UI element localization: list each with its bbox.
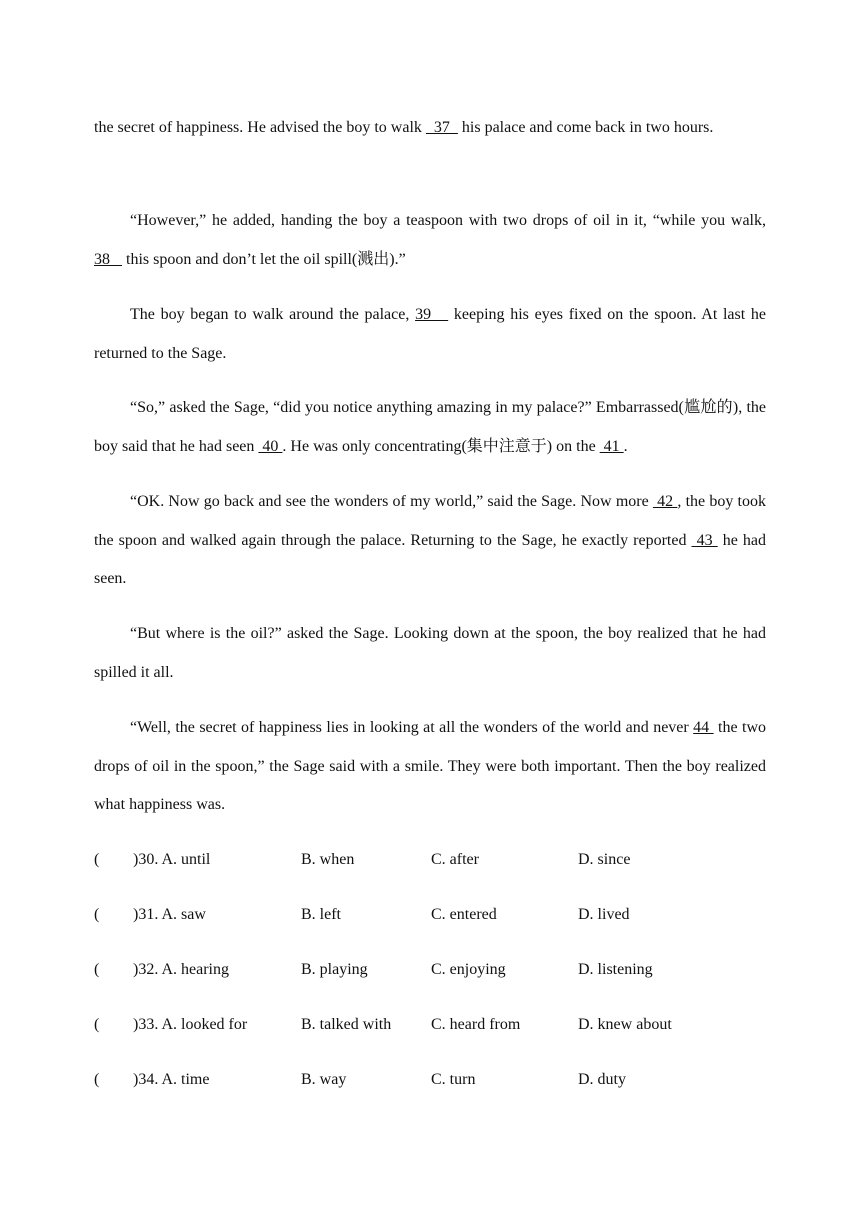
answer-bracket[interactable]: (: [94, 1016, 100, 1033]
paragraph-text: . He was only concentrating(集中注意于) on the: [282, 437, 600, 455]
option-b: B. talked with: [301, 1016, 392, 1033]
question-row-34: [94, 1069, 766, 1091]
option-d: D. lived: [578, 906, 630, 923]
paragraph-text: the secret of happiness. He advised the boy to walk: [94, 119, 426, 136]
question-row-33: [94, 1014, 766, 1036]
option-c: C. after: [431, 851, 479, 868]
paragraph-text: .: [623, 437, 628, 455]
passage-paragraph-6: [94, 615, 766, 692]
answer-bracket[interactable]: (: [94, 906, 100, 923]
question-row-32: [94, 959, 766, 981]
option-c: C. turn: [431, 1071, 476, 1088]
option-b: B. playing: [301, 961, 368, 978]
paragraph-text: this spoon and don’t let the oil spill(溅出).”: [122, 250, 406, 268]
paragraph-text: he had seen.: [94, 531, 767, 587]
passage-paragraph-5: [94, 483, 766, 599]
blank-40: 40: [258, 437, 283, 455]
passage-paragraph-3: [94, 296, 766, 373]
option-d: D. duty: [578, 1071, 626, 1088]
passage-paragraph-4: [94, 389, 766, 466]
answer-bracket[interactable]: (: [94, 961, 100, 978]
paragraph-text: The boy began to walk around the palace,: [130, 306, 416, 323]
answer-bracket[interactable]: (: [94, 1071, 100, 1088]
paragraph-text: “Well, the secret of happiness lies in looking at all the wonders of the world and never: [130, 719, 694, 736]
blank-41: 41: [599, 437, 624, 455]
option-d: D. listening: [578, 961, 653, 978]
option-a: )33. A. looked for: [133, 1016, 248, 1033]
option-a: )30. A. until: [133, 851, 211, 868]
option-d: D. since: [578, 851, 631, 868]
paragraph-text: “OK. Now go back and see the wonders of my world,” said the Sage. Now more: [130, 493, 653, 510]
paragraph-text: , the boy took the spoon and walked again through the palace. Returning to the Sage, he exactly reported: [94, 493, 767, 549]
blank-37: 37: [425, 119, 458, 136]
blank-44: 44: [693, 719, 714, 736]
passage-paragraph-1: [94, 109, 766, 148]
option-c: C. entered: [431, 906, 497, 923]
option-b: B. left: [301, 906, 341, 923]
option-b: B. way: [301, 1071, 347, 1088]
option-b: B. when: [301, 851, 355, 868]
passage-paragraph-2: [94, 202, 766, 279]
option-d: D. knew about: [578, 1016, 672, 1033]
passage-paragraph-7: [94, 709, 766, 825]
blank-43: 43: [691, 531, 718, 549]
option-a: )31. A. saw: [133, 906, 206, 923]
option-c: C. enjoying: [431, 961, 506, 978]
paragraph-text: “However,” he added, handing the boy a teaspoon with two drops of oil in it, “while you walk,: [130, 212, 766, 229]
question-row-30: [94, 849, 766, 871]
blank-39: 39: [415, 306, 449, 323]
paragraph-text: keeping his eyes fixed on the spoon. At last he returned to the Sage.: [94, 306, 767, 362]
paragraph-text: the two drops of oil in the spoon,” the Sage said with a smile. They were both important. Then the boy realized what happiness was.: [94, 719, 767, 813]
blank-38: 38: [94, 250, 122, 268]
paragraph-text: “So,” asked the Sage, “did you notice anything amazing in my palace?” Embarrassed(尴尬的), the boy said that he had seen: [94, 399, 766, 455]
option-c: C. heard from: [431, 1016, 521, 1033]
paragraph-text: his palace and come back in two hours.: [457, 119, 714, 136]
blank-42: 42: [652, 493, 678, 510]
option-a: )32. A. hearing: [133, 961, 229, 978]
answer-bracket[interactable]: (: [94, 851, 100, 868]
question-row-31: [94, 904, 766, 926]
paragraph-text: “But where is the oil?” asked the Sage. Looking down at the spoon, the boy realized that he had spilled it all.: [94, 625, 766, 681]
option-a: )34. A. time: [133, 1071, 210, 1088]
